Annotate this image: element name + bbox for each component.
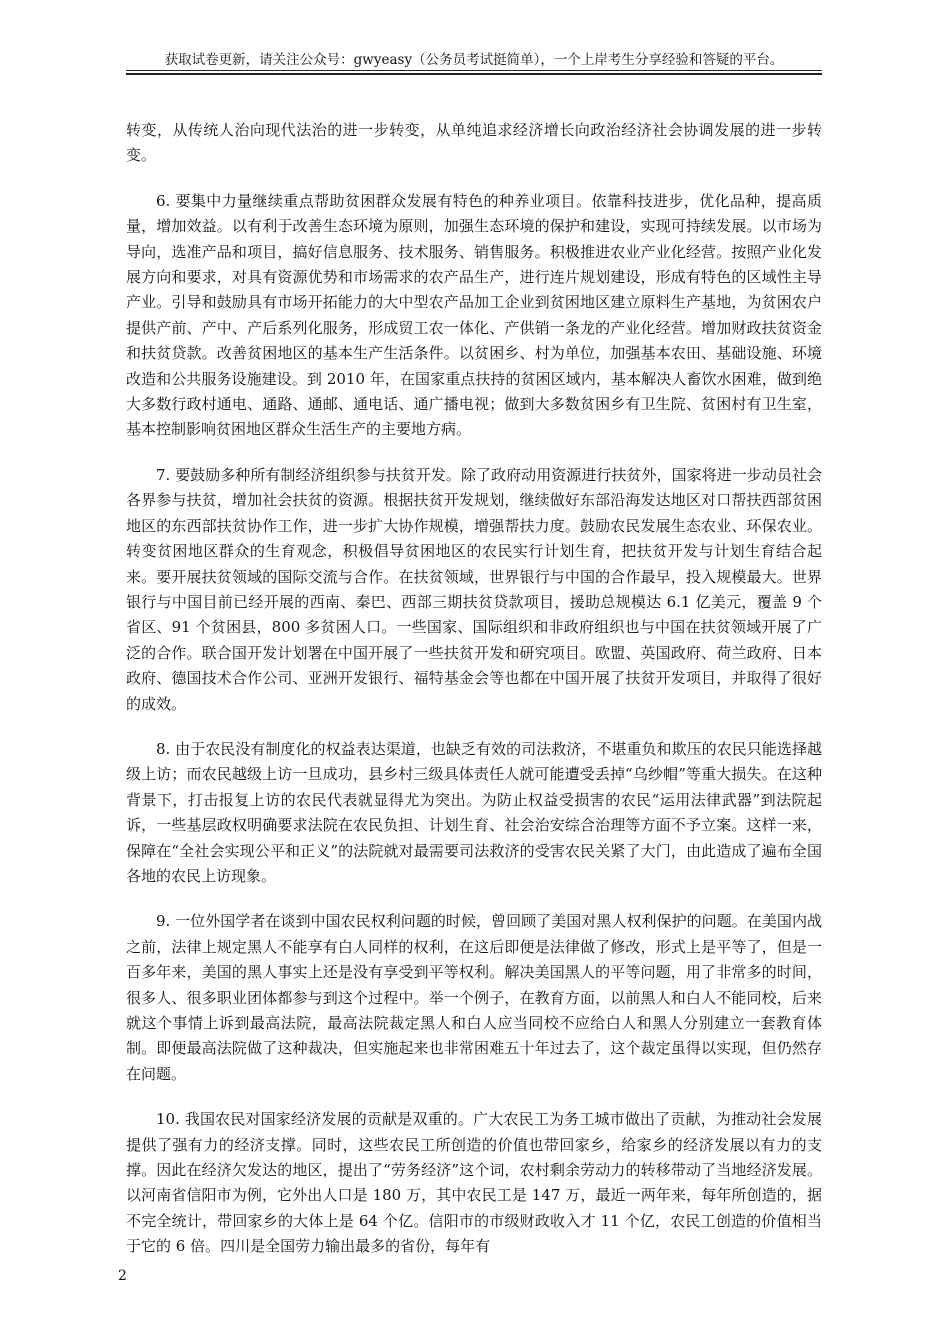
paragraph-item-7: 7. 要鼓励多种所有制经济组织参与扶贫开发。除了政府动用资源进行扶贫外，国家将进一步动员社会各界参与扶贫，增加社会扶贫的资源。根据扶贫开发规划，继续做好东部沿海发达地区对口帮扶西部贫困地区的东西部扶贫协作工作，进一步扩大协作规模，增强帮扶力度。鼓励农民发展生态农业、环保农业。转变贫困地区群众的生育观念，积极倡导贫困地区的农民实行计划生育，把扶贫开发与计划生育结合起来。要开展扶贫领域的国际交流与合作。在扶贫领域，世界银行与中国的合作最早，投入规模最大。世界银行与中国目前已经开展的西南、秦巴、西部三期扶贫贷款项目，援助总规模达 6.1 亿美元，覆盖 9 个省区、91 个贫困县，800 多贫困人口。一些国家、国际组织和非政府组织也与中国在扶贫领域开展了广泛的合作。联合国开发计划署在中国开展了一些扶贫开发和研究项目。欧盟、英国政府、荷兰政府、日本政府、德国技术合作公司、亚洲开发银行、福特基金会等也都在中国开展了扶贫开发项目，并取得了很好的成效。 [126, 465, 822, 713]
page-header: 获取试卷更新，请关注公众号：gwyeasy（公务员考试挺简单），一个上岸考生分享经验和答疑的平台。 [164, 52, 784, 68]
header-divider [126, 70, 822, 75]
paragraph-item-9: 9. 一位外国学者在谈到中国农民权利问题的时候，曾回顾了美国对黑人权利保护的问题。在美国内战之前，法律上规定黑人不能享有白人同样的权利，在这后即便是法律做了修改，形式上是平等了，但是一百多年来，美国的黑人事实上还是没有享受到平等权利。解决美国黑人的平等问题，用了非常多的时间，很多人、很多职业团体都参与到这个过程中。举一个例子，在教育方面，以前黑人和白人不能同校，后来就这个事情上诉到最高法院，最高法院裁定黑人和白人应当同校不应给白人和黑人分别建立一套教育体制。即便最高法院做了这种裁决，但实施起来也非常困难五十年过去了，这个裁定虽得以实现，但仍然存在问题。 [126, 912, 822, 1083]
page-number: 2 [118, 1268, 127, 1284]
paragraph-item-8: 8. 由于农民没有制度化的权益表达渠道，也缺乏有效的司法救济，不堪重负和欺压的农民只能选择越级上访；而农民越级上访一旦成功，县乡村三级具体责任人就可能遭受丢掉“乌纱帽”等重大损失。在这种背景下，打击报复上访的农民代表就显得尤为突出。为防止权益受损害的农民“运用法律武器”到法院起诉，一些基层政权明确要求法院在农民负担、计划生育、社会治安综合治理等方面不予立案。这样一来，保障在“全社会实现公平和正义”的法院就对最需要司法救济的受害农民关紧了大门，由此造成了遍布全国各地的农民上访现象。 [126, 739, 822, 885]
paragraph-continuation: 转变，从传统人治向现代法治的进一步转变，从单纯追求经济增长向政治经济社会协调发展的进一步转变。 [126, 121, 822, 165]
body-text [126, 118, 822, 1280]
paragraph-item-6: 6. 要集中力量继续重点帮助贫困群众发展有特色的种养业项目。依靠科技进步，优化品种，提高质量，增加效益。以有利于改善生态环境为原则，加强生态环境的保护和建设，实现可持续发展。以市场为导向，选准产品和项目，搞好信息服务、技术服务、销售服务。积极推进农业产业化经营。按照产业化发展方向和要求，对具有资源优势和市场需求的农产品生产，进行连片规划建设，形成有特色的区域性主导产业。引导和鼓励具有市场开拓能力的大中型农产品加工企业到贫困地区建立原料生产基地，为贫困农户提供产前、产中、产后系列化服务，形成贸工农一体化、产供销一条龙的产业化经营。增加财政扶贫资金和扶贫贷款。改善贫困地区的基本生产生活条件。以贫困乡、村为单位，加强基本农田、基础设施、环境改造和公共服务设施建设。到 2010 年，在国家重点扶持的贫困区域内，基本解决人畜饮水困难，做到绝大多数行政村通电、通路、通邮、通电话、通广播电视；做到大多数贫困乡有卫生院、贫困村有卫生室，基本控制影响贫困地区群众生活生产的主要地方病。 [126, 191, 822, 439]
paragraph-item-10: 10. 我国农民对国家经济发展的贡献是双重的。广大农民工为务工城市做出了贡献，为推动社会发展提供了强有力的经济支撑。同时，这些农民工所创造的价值也带回家乡，给家乡的经济发展以有力的支撑。因此在经济欠发达的地区，提出了“劳务经济”这个词，农村剩余劳动力的转移带动了当地经济发展。以河南省信阳市为例，它外出人口是 180 万，其中农民工是 147 万，最近一两年来，每年所创造的，据不完全统计，带回家乡的大体上是 64 个亿。信阳市的市级财政收入才 11 个亿，农民工创造的价值相当于它的 6 倍。四川是全国劳力输出最多的省份，每年有 [126, 1110, 822, 1256]
